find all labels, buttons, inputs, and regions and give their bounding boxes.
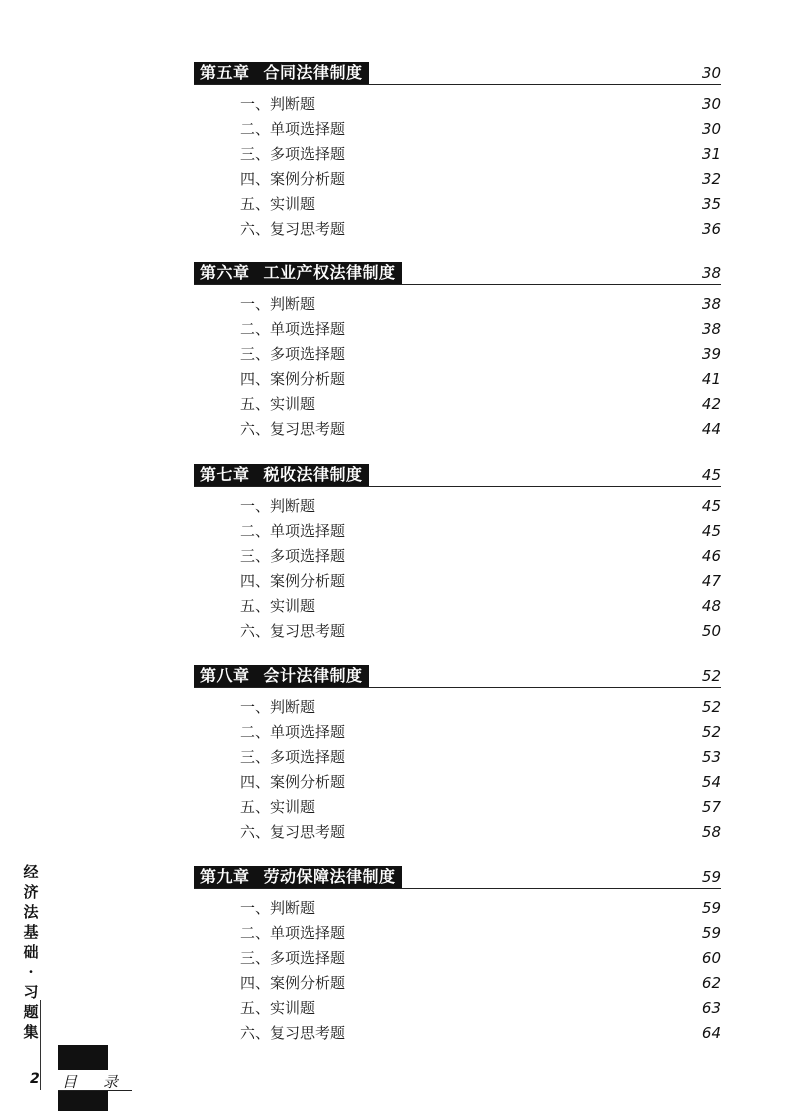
- chapter-heading[interactable]: [194, 464, 721, 488]
- chapter-label: [194, 464, 369, 486]
- toc-entry-label: 六、复习思考题: [240, 220, 346, 238]
- toc-entry[interactable]: [0, 998, 790, 1022]
- toc-entry[interactable]: [0, 94, 790, 118]
- side-title-char: 题: [23, 1003, 39, 1021]
- toc-entry[interactable]: [0, 319, 790, 343]
- footer-black-block-bottom: [58, 1091, 108, 1111]
- toc-entry-page: 58: [701, 823, 721, 841]
- toc-entry-page: 30: [701, 95, 721, 113]
- toc-entry-label: 四、案例分析题: [240, 572, 346, 590]
- toc-entry-label: 六、复习思考题: [240, 823, 346, 841]
- chapter-rule: [194, 486, 721, 487]
- toc-entry-page: 50: [701, 622, 721, 640]
- side-title-char: 济: [23, 883, 39, 901]
- toc-entry[interactable]: [0, 119, 790, 143]
- toc-entry-page: 30: [701, 120, 721, 138]
- toc-entry[interactable]: [0, 973, 790, 997]
- chapter-page-number: 52: [701, 667, 721, 685]
- chapter-title: 税收法律制度: [263, 465, 363, 484]
- toc-entry-page: 47: [701, 572, 721, 590]
- toc-entry-label: 三、多项选择题: [240, 748, 346, 766]
- toc-entry-label: 四、案例分析题: [240, 170, 346, 188]
- footer-black-block-top: [58, 1045, 108, 1070]
- side-title-char: 础: [23, 943, 39, 961]
- chapter-label: [194, 665, 369, 687]
- toc-entry-label: 二、单项选择题: [240, 924, 346, 942]
- chapter-rule: [194, 687, 721, 688]
- toc-entry-label: 五、实训题: [240, 798, 316, 816]
- toc-entry-page: 39: [701, 345, 721, 363]
- toc-entry-label: 五、实训题: [240, 395, 316, 413]
- toc-entry-page: 42: [701, 395, 721, 413]
- toc-entry-label: 六、复习思考题: [240, 420, 346, 438]
- book-title-vertical: [20, 862, 42, 1042]
- toc-entry-page: 52: [701, 723, 721, 741]
- side-title-char: 经: [23, 863, 39, 881]
- toc-entry-label: 六、复习思考题: [240, 1024, 346, 1042]
- toc-entry-page: 48: [701, 597, 721, 615]
- page-number: 2: [30, 1071, 40, 1087]
- side-title-char: 法: [23, 903, 39, 921]
- footer-section-label: 目录: [62, 1073, 145, 1091]
- chapter-heading[interactable]: [194, 665, 721, 689]
- toc-entry-page: 45: [701, 497, 721, 515]
- toc-entry-page: 46: [701, 547, 721, 565]
- toc-entry[interactable]: [0, 369, 790, 393]
- toc-entry[interactable]: [0, 1023, 790, 1047]
- toc-entry-page: 60: [701, 949, 721, 967]
- toc-entry-page: 41: [701, 370, 721, 388]
- toc-entry-page: 57: [701, 798, 721, 816]
- toc-entry-label: 三、多项选择题: [240, 345, 346, 363]
- toc-entry-label: 四、案例分析题: [240, 370, 346, 388]
- chapter-number: 第八章: [200, 666, 250, 685]
- toc-entry[interactable]: [0, 144, 790, 168]
- toc-entry[interactable]: [0, 419, 790, 443]
- chapter-page-number: 45: [701, 466, 721, 484]
- toc-entry-page: 31: [701, 145, 721, 163]
- toc-entry-label: 二、单项选择题: [240, 522, 346, 540]
- chapter-title: 会计法律制度: [263, 666, 363, 685]
- toc-entry[interactable]: [0, 822, 790, 846]
- toc-entry-page: 45: [701, 522, 721, 540]
- toc-entry[interactable]: [0, 394, 790, 418]
- toc-entry-label: 五、实训题: [240, 597, 316, 615]
- toc-entry-label: 二、单项选择题: [240, 120, 346, 138]
- chapter-title: 劳动保障法律制度: [263, 867, 396, 886]
- chapter-number: 第九章: [200, 867, 250, 886]
- side-title-char: 基: [23, 923, 39, 941]
- toc-entry-page: 59: [701, 899, 721, 917]
- toc-entry[interactable]: [0, 697, 790, 721]
- toc-entry[interactable]: [0, 621, 790, 645]
- toc-entry-page: 44: [701, 420, 721, 438]
- chapter-rule: [194, 84, 721, 85]
- toc-entry-label: 二、单项选择题: [240, 320, 346, 338]
- chapter-page-number: 59: [701, 868, 721, 886]
- chapter-number: 第五章: [200, 63, 250, 82]
- toc-entry-page: 53: [701, 748, 721, 766]
- chapter-label: [194, 262, 402, 284]
- chapter-heading[interactable]: [194, 262, 721, 286]
- toc-entry-label: 四、案例分析题: [240, 974, 346, 992]
- toc-entry-label: 三、多项选择题: [240, 145, 346, 163]
- toc-entry[interactable]: [0, 571, 790, 595]
- toc-entry-label: 一、判断题: [240, 497, 316, 515]
- toc-entry[interactable]: [0, 344, 790, 368]
- toc-entry-label: 五、实训题: [240, 195, 316, 213]
- toc-entry-label: 二、单项选择题: [240, 723, 346, 741]
- toc-entry-label: 六、复习思考题: [240, 622, 346, 640]
- toc-entry-page: 38: [701, 320, 721, 338]
- side-rule: [40, 1000, 41, 1090]
- chapter-label: [194, 62, 369, 84]
- toc-entry[interactable]: [0, 169, 790, 193]
- toc-entry-label: 一、判断题: [240, 698, 316, 716]
- chapter-number: 第七章: [200, 465, 250, 484]
- toc-entry[interactable]: [0, 797, 790, 821]
- toc-entry[interactable]: [0, 923, 790, 947]
- chapter-page-number: 30: [701, 64, 721, 82]
- toc-entry-page: 62: [701, 974, 721, 992]
- toc-entry[interactable]: [0, 772, 790, 796]
- chapter-heading[interactable]: [194, 62, 721, 86]
- toc-entry-page: 63: [701, 999, 721, 1017]
- toc-entry-label: 一、判断题: [240, 295, 316, 313]
- toc-entry-label: 四、案例分析题: [240, 773, 346, 791]
- chapter-heading[interactable]: [194, 866, 721, 890]
- toc-entry[interactable]: [0, 219, 790, 243]
- chapter-rule: [194, 888, 721, 889]
- toc-entry-page: 36: [701, 220, 721, 238]
- chapter-label: [194, 866, 402, 888]
- side-title-char: 集: [23, 1023, 39, 1041]
- toc-entry[interactable]: [0, 521, 790, 545]
- toc-entry-page: 38: [701, 295, 721, 313]
- chapter-title: 合同法律制度: [263, 63, 363, 82]
- toc-entry-page: 35: [701, 195, 721, 213]
- side-title-char: 习: [23, 983, 39, 1001]
- toc-entry-page: 32: [701, 170, 721, 188]
- toc-entry[interactable]: [0, 294, 790, 318]
- chapter-number: 第六章: [200, 263, 250, 282]
- toc-entry[interactable]: [0, 596, 790, 620]
- toc-entry[interactable]: [0, 496, 790, 520]
- toc-entry[interactable]: [0, 747, 790, 771]
- chapter-rule: [194, 284, 721, 285]
- toc-entry-label: 一、判断题: [240, 899, 316, 917]
- toc-entry-label: 一、判断题: [240, 95, 316, 113]
- toc-entry[interactable]: [0, 948, 790, 972]
- toc-entry[interactable]: [0, 898, 790, 922]
- toc-entry[interactable]: [0, 194, 790, 218]
- toc-entry-page: 64: [701, 1024, 721, 1042]
- toc-entry-label: 三、多项选择题: [240, 547, 346, 565]
- toc-entry-page: 52: [701, 698, 721, 716]
- side-title-char: ·: [28, 963, 34, 981]
- chapter-page-number: 38: [701, 264, 721, 282]
- toc-entry-label: 三、多项选择题: [240, 949, 346, 967]
- toc-entry-page: 59: [701, 924, 721, 942]
- chapter-title: 工业产权法律制度: [263, 263, 396, 282]
- toc-entry-page: 54: [701, 773, 721, 791]
- toc-entry[interactable]: [0, 546, 790, 570]
- toc-entry-label: 五、实训题: [240, 999, 316, 1017]
- toc-entry[interactable]: [0, 722, 790, 746]
